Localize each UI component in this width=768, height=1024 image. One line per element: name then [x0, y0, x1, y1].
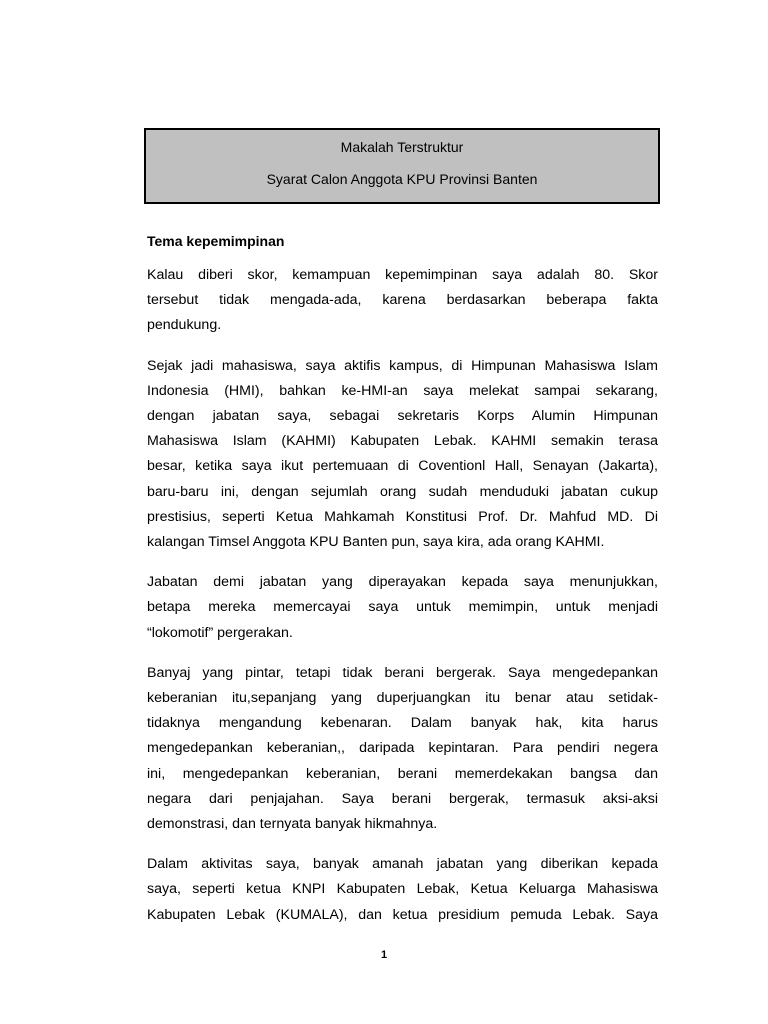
paragraph-line: tidaknya mengandung kebenaran. Dalam banyak hak, kita harus	[147, 715, 658, 732]
paragraph-line: keberanian itu,sepanjang yang duperjuangkan itu benar atau setidak-	[147, 690, 658, 707]
paragraph-line: negara dari penjajahan. Saya berani bergerak, termasuk aksi-aksi	[147, 790, 658, 807]
paragraph-line: kalangan Timsel Anggota KPU Banten pun, saya kira, ada orang KAHMI.	[147, 534, 605, 551]
paragraph-2	[147, 354, 658, 556]
paragraph-line: “lokomotif” pergerakan.	[147, 624, 293, 641]
page-number: 1	[380, 949, 388, 961]
paragraph-line: dengan jabatan saya, sebagai sekretaris Korps Alumin Himpunan	[147, 408, 658, 425]
paragraph-line: pendukung.	[147, 317, 222, 334]
paragraph-line: baru-baru ini, dengan sejumlah orang sudah menduduki jabatan cukup	[147, 483, 658, 500]
paragraph-line: demonstrasi, dan ternyata banyak hikmahnya.	[147, 816, 438, 833]
paragraph-line: tersebut tidak mengada-ada, karena berdasarkan beberapa fakta	[147, 292, 658, 309]
paragraph-line: prestisius, seperti Ketua Mahkamah Konstitusi Prof. Dr. Mahfud MD. Di	[147, 508, 658, 525]
paragraph-3	[147, 570, 658, 646]
paragraph-1	[147, 263, 658, 339]
paragraph-line: betapa mereka memercayai saya untuk memimpin, untuk menjadi	[147, 599, 658, 616]
paragraph-line: Indonesia (HMI), bahkan ke-HMI-an saya melekat sampai sekarang,	[147, 382, 658, 399]
paragraph-line: Banyaj yang pintar, tetapi tidak berani bergerak. Saya mengedepankan	[147, 664, 658, 681]
paragraph-line: Kalau diberi skor, kemampuan kepemimpinan saya adalah 80. Skor	[147, 267, 658, 283]
paragraph-4	[147, 661, 658, 837]
section-heading: Tema kepemimpinan	[147, 233, 285, 249]
paragraph-line: Jabatan demi jabatan yang diperayakan kepada saya menunjukkan,	[147, 574, 658, 591]
document-body	[147, 231, 658, 943]
paragraph-line: mengedepankan keberanian,, daripada kepintaran. Para pendiri negera	[147, 740, 658, 757]
paragraph-line: Kabupaten Lebak (KUMALA), dan ketua presidium pemuda Lebak. Saya	[147, 906, 658, 923]
paragraph-line: besar, ketika saya ikut pertemuaan di Coventionl Hall, Senayan (Jakarta),	[147, 458, 658, 475]
paragraph-5	[147, 852, 658, 928]
paragraph-line: ini, mengedepankan keberanian, berani memerdekakan bangsa dan	[147, 765, 658, 782]
title-box	[144, 128, 660, 204]
paragraph-line: Sejak jadi mahasiswa, saya aktifis kampus, di Himpunan Mahasiswa Islam	[147, 357, 658, 374]
paragraph-line: Dalam aktivitas saya, banyak amanah jabatan yang diberikan kepada	[147, 856, 658, 873]
paragraph-line: saya, seperti ketua KNPI Kabupaten Lebak, Ketua Keluarga Mahasiswa	[147, 881, 658, 898]
document-title: Makalah Terstruktur	[340, 139, 464, 155]
document-subtitle: Syarat Calon Anggota KPU Provinsi Banten	[266, 171, 538, 187]
paragraph-line: Mahasiswa Islam (KAHMI) Kabupaten Lebak. KAHMI semakin terasa	[147, 433, 658, 450]
